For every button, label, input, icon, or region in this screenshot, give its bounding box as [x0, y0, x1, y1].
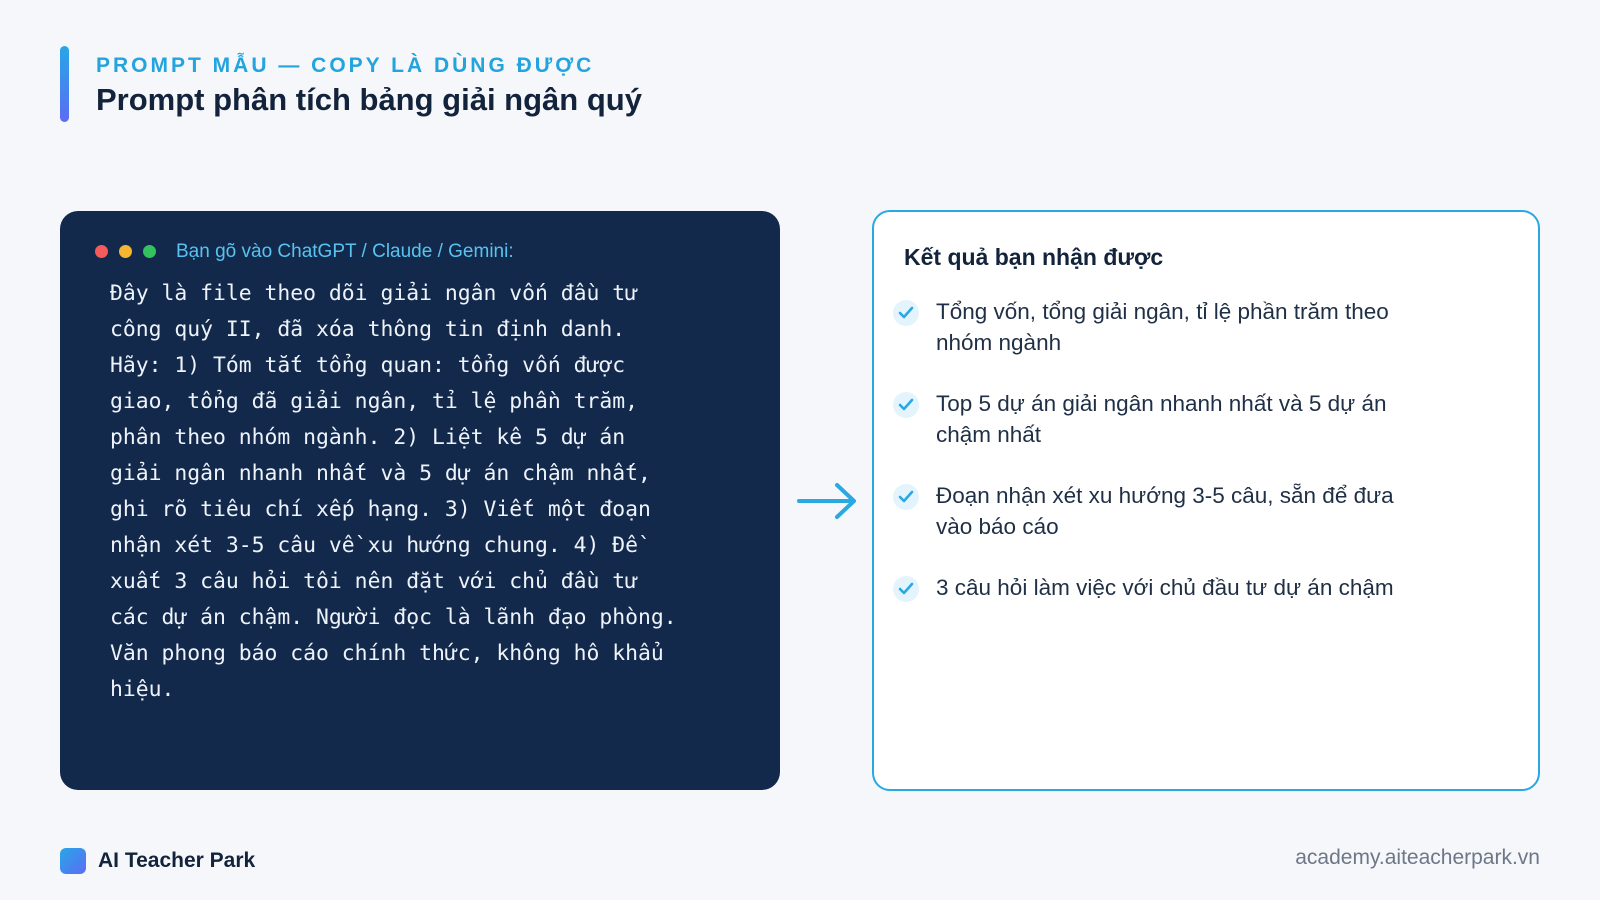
result-card-title: Kết quả bạn nhận được: [904, 244, 1164, 270]
window-dot-green-icon: [143, 245, 156, 258]
prompt-line: ghi rõ tiêu chí xếp hạng. 3) Viết một đoạn: [110, 497, 651, 522]
result-item-text: Tổng vốn, tổng giải ngân, tỉ lệ phần trăm theo nhóm ngành: [936, 299, 1389, 355]
footer-url-link[interactable]: academy.aiteacherpark.vn: [1295, 846, 1540, 869]
result-item-text: 3 câu hỏi làm việc với chủ đầu tư dự án chậm: [936, 575, 1394, 600]
prompt-line: giải ngân nhanh nhất và 5 dự án chậm nhất,: [110, 461, 651, 486]
window-dot-red-icon: [95, 245, 108, 258]
prompt-line: Đây là file theo dõi giải ngân vốn đầu tư: [110, 281, 639, 306]
result-item-text: Đoạn nhận xét xu hướng 3-5 câu, sẵn để đưa vào báo cáo: [936, 483, 1394, 539]
prompt-text[interactable]: [110, 276, 760, 708]
prompt-line: nhận xét 3-5 câu về xu hướng chung. 4) Đề: [110, 533, 639, 558]
check-icon: [893, 300, 919, 326]
prompt-line: Văn phong báo cáo chính thức, không hô khẩu: [110, 641, 664, 666]
header-accent-bar: [60, 46, 69, 122]
prompt-line: giao, tổng đã giải ngân, tỉ lệ phần trăm,: [110, 389, 639, 414]
arrow-right-icon: [797, 481, 859, 521]
prompt-line: hiệu.: [110, 677, 175, 702]
result-item-text: Top 5 dự án giải ngân nhanh nhất và 5 dự án chậm nhất: [936, 391, 1387, 447]
window-dot-yellow-icon: [119, 245, 132, 258]
footer-brand: AI Teacher Park: [98, 849, 256, 872]
page-title: Prompt phân tích bảng giải ngân quý: [96, 82, 642, 117]
prompt-card-label: Bạn gõ vào ChatGPT / Claude / Gemini:: [176, 241, 514, 262]
prompt-line: Hãy: 1) Tóm tắt tổng quan: tổng vốn được: [110, 353, 626, 378]
check-icon: [893, 392, 919, 418]
prompt-line: xuất 3 câu hỏi tôi nên đặt với chủ đầu tư: [110, 569, 639, 594]
prompt-line: công quý II, đã xóa thông tin định danh.: [110, 317, 626, 342]
check-icon: [893, 576, 919, 602]
prompt-line: các dự án chậm. Người đọc là lãnh đạo phòng.: [110, 605, 677, 630]
logo-square-icon: [60, 848, 86, 874]
eyebrow-label: PROMPT MẪU — COPY LÀ DÙNG ĐƯỢC: [96, 54, 595, 77]
prompt-line: phân theo nhóm ngành. 2) Liệt kê 5 dự án: [110, 425, 626, 450]
check-icon: [893, 484, 919, 510]
